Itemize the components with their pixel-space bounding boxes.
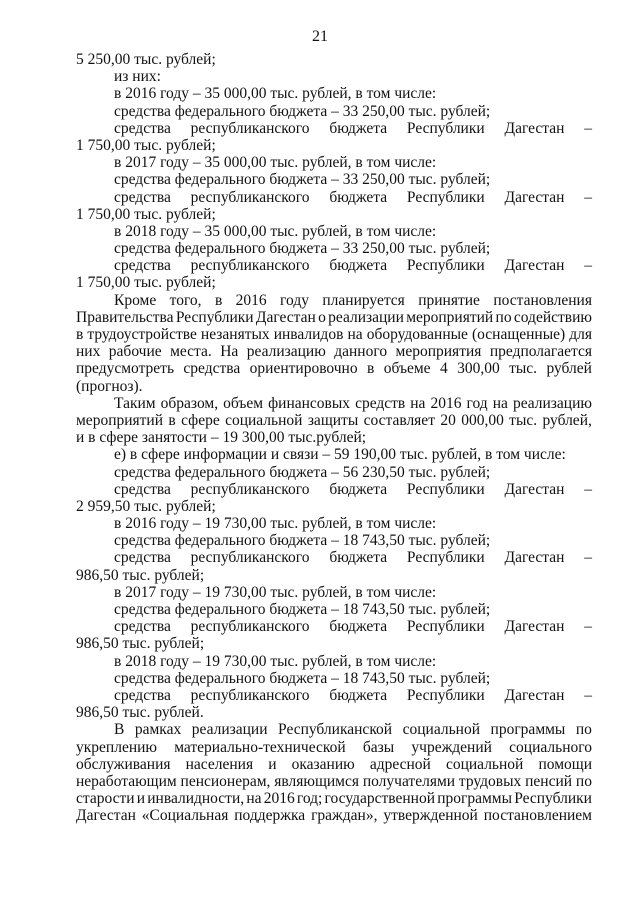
word: – [584, 618, 592, 636]
text-line [76, 292, 592, 309]
word: 4 [439, 360, 448, 378]
word: рублей, [542, 411, 592, 429]
word: – [584, 257, 592, 275]
text-line: средства федерального бюджета – 33 250,00 тыс. рублей; [114, 171, 491, 189]
text-line [76, 807, 592, 824]
word: инвалидности, [147, 790, 245, 808]
text-line [76, 120, 592, 137]
word: адресной [369, 755, 431, 773]
word: Дагестан [504, 549, 565, 567]
word: принятие [418, 291, 480, 309]
word: трудоустройстве [87, 326, 197, 343]
word: планируется [322, 291, 405, 309]
text-line [76, 721, 592, 738]
text-line [76, 481, 592, 498]
text-line [76, 309, 592, 326]
text-line [76, 618, 592, 635]
text-line: из них: [114, 68, 161, 86]
word: Дагестан [504, 686, 565, 704]
word: мероприятий [406, 308, 494, 326]
word: мероприятий [76, 411, 164, 429]
text-line: в 2017 году – 35 000,00 тыс. рублей, в том числе: [114, 154, 437, 172]
word: помощи [538, 755, 592, 773]
word: получателями [362, 772, 456, 790]
word: по [575, 772, 592, 790]
word: Таким [114, 394, 156, 412]
word: на [246, 790, 262, 808]
text-line: в 2016 году – 19 730,00 тыс. рублей, в том числе: [114, 515, 437, 533]
word: 20 [440, 411, 456, 429]
word: в [214, 291, 223, 309]
text-line: 986,50 тыс. рублей; [76, 566, 205, 584]
word: постановления [493, 291, 592, 309]
word: учреждений [411, 738, 492, 756]
word: средства [114, 119, 171, 137]
word: средства [114, 549, 171, 567]
text-line: средства федерального бюджета – 18 743,50 тыс. рублей; [114, 601, 491, 618]
word: мероприятия [395, 343, 482, 361]
word: Дагестан [76, 807, 136, 825]
word: того, [169, 291, 202, 309]
word: – [584, 188, 592, 206]
text-line: средства федерального бюджета – 33 250,00 тыс. рублей; [114, 102, 491, 120]
word: год [466, 394, 488, 412]
word: бюджета [329, 188, 388, 206]
text-line [76, 756, 592, 773]
word: оказанию [291, 755, 355, 773]
word: Республики [406, 188, 485, 206]
word: 2016 [430, 394, 462, 412]
word: средства [114, 480, 171, 498]
text-line: средства федерального бюджета – 56 230,50 тыс. рублей; [114, 463, 491, 481]
text-line: 1 750,00 тыс. рублей; [76, 205, 216, 223]
word: социальной [402, 721, 481, 739]
text-line: 1 750,00 тыс. рублей; [76, 274, 216, 292]
word: Кроме [114, 291, 157, 309]
word: на [492, 394, 508, 412]
text-line: 2 959,50 тыс. рублей; [76, 497, 216, 515]
word: бюджета [329, 618, 388, 636]
word: Республики [406, 686, 485, 704]
word: материально-технической [174, 738, 346, 756]
word: программы [490, 721, 566, 739]
word: республиканского [190, 686, 310, 704]
word: Республики [406, 549, 485, 567]
text-line: и в сфере занятости – 19 300,00 тыс.рублей; [76, 429, 367, 447]
word: финансовых [268, 394, 351, 412]
text-line [76, 687, 592, 704]
word: бюджета [329, 257, 388, 275]
text-line: средства федерального бюджета – 18 743,50 тыс. рублей; [114, 669, 491, 687]
word: незанятых [200, 326, 270, 343]
word: по [495, 308, 512, 326]
word: объем [223, 394, 264, 412]
word: утвержденной [383, 807, 478, 825]
word: – [584, 549, 592, 567]
word: в [76, 326, 84, 343]
text-line: средства федерального бюджета – 18 743,50 тыс. рублей; [114, 532, 491, 550]
word: 000,00 [461, 411, 504, 429]
text-line: 986,50 тыс. рублей; [76, 635, 205, 653]
word: республиканского [190, 119, 310, 137]
word: старости [76, 790, 135, 808]
word: по [575, 721, 592, 739]
text-line: е) в сфере информации и связи – 59 190,00 тыс. рублей, в том числе: [114, 446, 566, 464]
text-line [76, 773, 592, 790]
word: 2016 [235, 291, 267, 309]
word: о [318, 308, 326, 326]
word: тыс. [509, 360, 538, 378]
word: республиканского [190, 188, 310, 206]
word: республиканского [190, 549, 310, 567]
text-line [76, 343, 592, 360]
word: тыс. [509, 411, 538, 429]
text-line [76, 395, 592, 412]
word: оборудованные [366, 326, 468, 343]
word: бюджета [329, 686, 388, 704]
text-line [76, 790, 592, 807]
word: год; [296, 790, 323, 808]
text-line: средства федерального бюджета – 33 250,00 тыс. рублей; [114, 240, 491, 258]
word: Дагестан [504, 480, 565, 498]
word: социальной [445, 755, 524, 773]
word: предусмотреть [76, 360, 175, 378]
word: государственной [324, 790, 435, 808]
word: – [584, 686, 592, 704]
word: году [280, 291, 309, 309]
word: – [584, 480, 592, 498]
text-line: 5 250,00 тыс. рублей; [76, 51, 216, 68]
text-line: 986,50 тыс. рублей. [76, 704, 204, 722]
word: образом, [160, 394, 219, 412]
word: реализации [328, 308, 404, 326]
text-line [76, 549, 592, 566]
word: реализацию [512, 394, 592, 412]
word: неработающим [76, 772, 177, 790]
word: Республики [406, 618, 485, 636]
text-line [76, 189, 592, 206]
word: Дагестан [255, 308, 316, 326]
word: места. [170, 343, 212, 361]
word: них [76, 343, 101, 361]
word: защиты [307, 411, 359, 429]
word: (оснащенные) [471, 326, 566, 343]
word: населения [185, 755, 254, 773]
text-line [76, 739, 592, 756]
word: укреплению [76, 738, 157, 756]
word: пенсионерам, [180, 772, 271, 790]
text-line [76, 360, 592, 377]
word: сфере [181, 411, 220, 429]
word: республиканского [190, 257, 310, 275]
word: средства [114, 686, 171, 704]
word: являющимся [274, 772, 359, 790]
word: составляет [363, 411, 435, 429]
word: бюджета [329, 480, 388, 498]
word: средства [114, 257, 171, 275]
word: для [569, 326, 592, 343]
text-line: 1 750,00 тыс. рублей; [76, 136, 216, 154]
text-line: в 2017 году – 19 730,00 тыс. рублей, в том числе: [114, 583, 437, 601]
word: бюджета [329, 549, 388, 567]
word: рабочие [108, 343, 162, 361]
word: социального [509, 738, 592, 756]
word: Правительства [76, 308, 174, 326]
page-number: 21 [312, 28, 328, 45]
word: рублей [546, 360, 592, 378]
text-line: в 2018 году – 19 730,00 тыс. рублей, в том числе: [114, 652, 437, 670]
word: ориентировочно [249, 360, 358, 378]
word: на [347, 326, 363, 343]
word: реализацию [246, 343, 326, 361]
word: Республики [406, 257, 485, 275]
word: постановлением [483, 807, 592, 825]
word: «Социальная [141, 807, 229, 825]
word: в [367, 360, 375, 378]
word: базы [362, 738, 395, 756]
word: Республики [175, 308, 254, 326]
word: данного [334, 343, 388, 361]
document-body [76, 51, 592, 824]
word: В [114, 721, 125, 739]
word: средств [355, 394, 406, 412]
word: объеме [383, 360, 431, 378]
word: на [410, 394, 426, 412]
word: и [268, 755, 277, 773]
word: 300,00 [457, 360, 500, 378]
word: средства [114, 188, 171, 206]
word: Республики [406, 119, 485, 137]
text-line: (прогноз). [76, 377, 143, 395]
word: Дагестан [504, 257, 565, 275]
word: социальной [225, 411, 303, 429]
word: Республиканской [278, 721, 393, 739]
text-line: в 2016 году – 35 000,00 тыс. рублей, в том числе: [114, 85, 437, 103]
word: Дагестан [504, 618, 565, 636]
word: рамках [134, 721, 182, 739]
word: поддержка [234, 807, 306, 825]
word: содействию [513, 308, 592, 326]
word: – [584, 119, 592, 137]
word: Республики [406, 480, 485, 498]
word: средства [183, 360, 241, 378]
word: трудовых [458, 772, 522, 790]
word: предполагается [489, 343, 592, 361]
word: и [136, 790, 146, 808]
word: республиканского [190, 618, 310, 636]
word: 2016 [263, 790, 295, 808]
word: обслуживания [76, 755, 171, 773]
word: пенсий [525, 772, 573, 790]
word: На [220, 343, 239, 361]
word: Дагестан [504, 188, 565, 206]
word: в [168, 411, 176, 429]
word: Дагестан [504, 119, 565, 137]
text-line [76, 326, 592, 343]
text-line: в 2018 году – 35 000,00 тыс. рублей, в том числе: [114, 222, 437, 240]
word: инвалидов [273, 326, 344, 343]
word: реализации [191, 721, 268, 739]
word: программы [437, 790, 513, 808]
word: республиканского [190, 480, 310, 498]
word: средства [114, 618, 171, 636]
word: бюджета [329, 119, 388, 137]
text-line [76, 412, 592, 429]
text-line [76, 257, 592, 274]
word: Республики [514, 790, 592, 808]
word: граждан», [311, 807, 378, 825]
